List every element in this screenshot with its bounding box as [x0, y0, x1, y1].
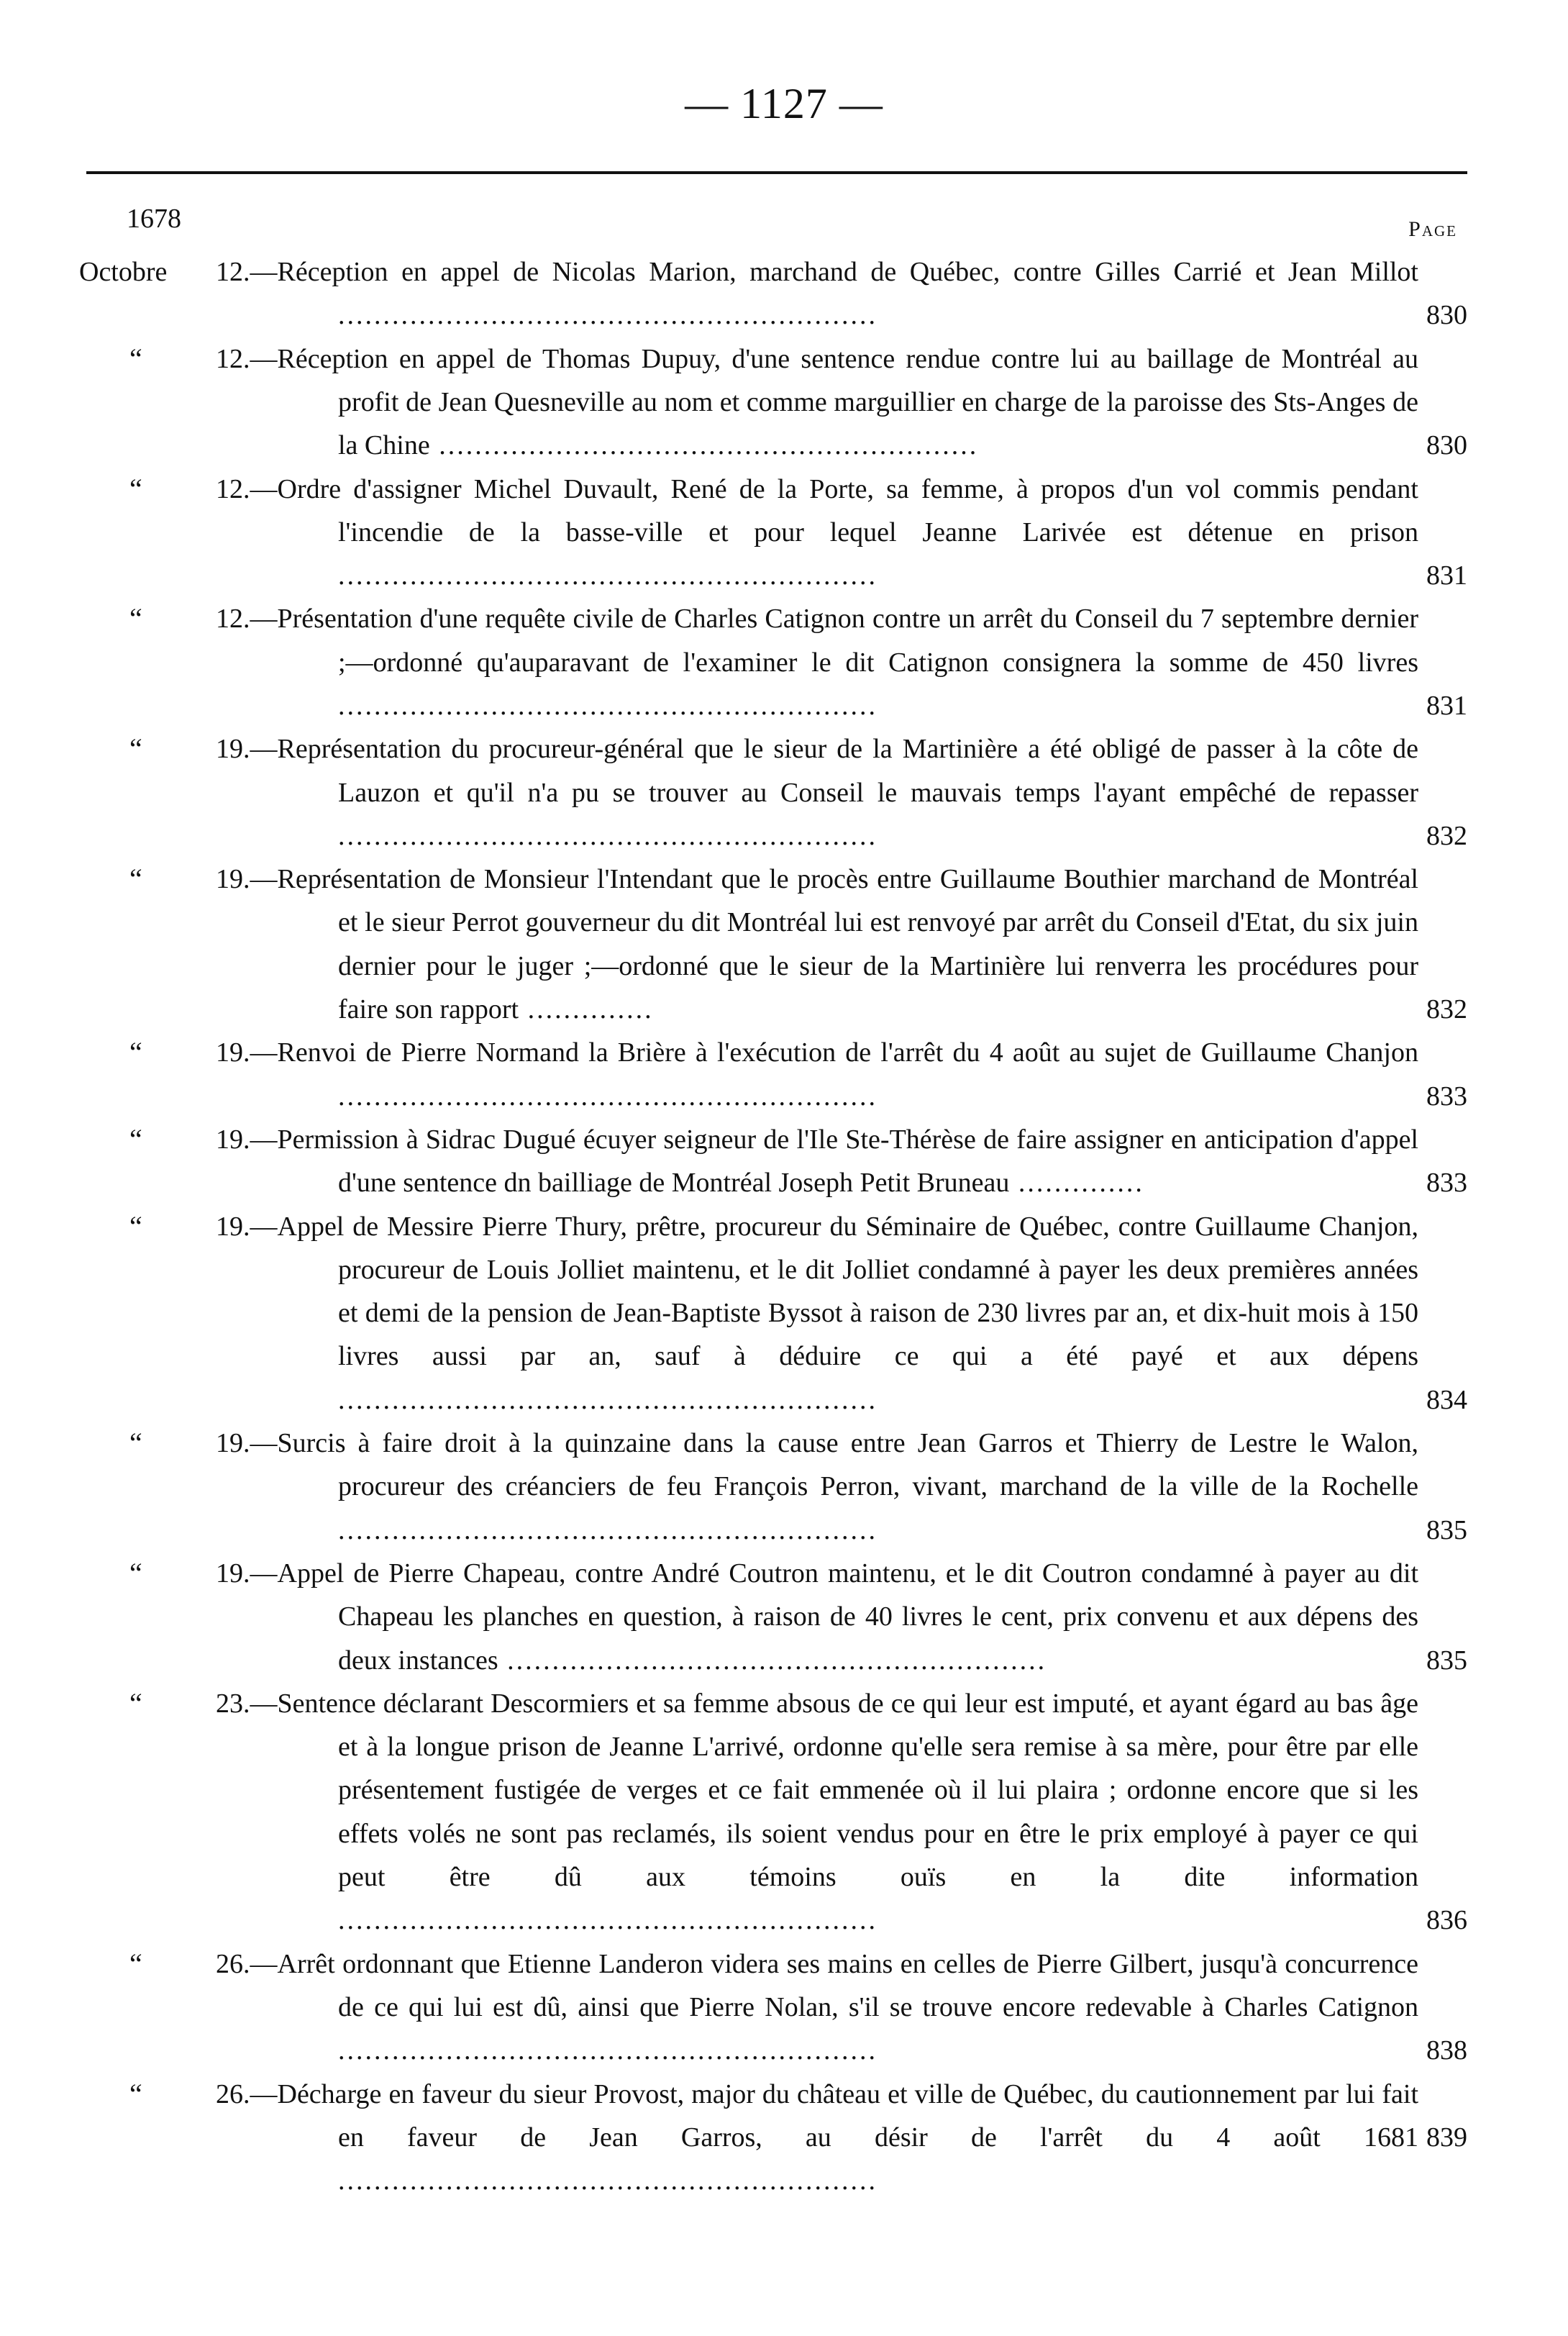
entry-last-line: Millot: [1349, 257, 1418, 287]
index-entry: [0, 727, 1568, 858]
entry-text: [216, 1552, 1418, 1682]
dot-leader: ............................................................: [338, 560, 878, 591]
entry-text: [216, 468, 1418, 598]
dot-leader: ..............: [1009, 1168, 1144, 1199]
entry-page-number: 831: [1426, 690, 1467, 721]
entry-day: 19.: [216, 1124, 250, 1155]
dot-leader: ............................................................: [338, 1384, 878, 1415]
entry-page-number: 836: [1426, 1905, 1467, 1936]
ditto-mark: “: [129, 1947, 142, 1980]
ditto-mark: “: [129, 732, 142, 765]
dot-leader: ............................................................: [338, 1081, 878, 1112]
entry-page-number: 839: [1426, 2122, 1467, 2153]
entry-text: [216, 858, 1418, 1031]
entry-text: [216, 1031, 1418, 1118]
dot-leader: ............................................................: [429, 430, 979, 461]
dot-leader: ..............: [519, 994, 654, 1025]
entry-body: —Arrêt ordonnant que Etienne Landeron videra ses mains en celles de Pierre Gilbert, jusqu'à concurrence de ce qui lui est dû, ainsi que Pierre Nolan, s'il se trouve encore: [250, 1948, 1418, 2022]
entry-body: —Réception en appel de Thomas Dupuy, d'une sentence rendue contre lui au baillage de Montréal au profit de Jean Quesneville au nom et comme marguillier en charge de: [250, 343, 1418, 417]
index-entry: [0, 250, 1568, 337]
entry-day: 19.: [216, 864, 250, 895]
entry-body: —Présentation d'une requête civile de Charles Catignon contre un arrêt du Conseil du 7 septembre dernier ;—ordonné qu'auparavant de l'examiner le dit Catignon consignera: [250, 604, 1418, 678]
entry-last-line: Martinière lui renverra les procédures pour faire son rapport: [338, 950, 1418, 1025]
dot-leader: ............................................................: [338, 300, 878, 331]
ditto-mark: “: [129, 602, 142, 635]
entry-day: 19.: [216, 734, 250, 765]
page-column-label: Page: [1408, 217, 1457, 241]
entry-day: 23.: [216, 1688, 250, 1719]
entry-body: —Sentence déclarant Descormiers et sa femme absous de ce qui leur est imputé, et ayant égard au bas âge et à la longue prison de Jeanne L'arrivé, ordonne qu'elle sera remise à sa mère, pour être par elle présentement fustigée de verges et ce fait emmenée où il lui plaira ; ordonne encore que si les effets volés ne sont pas reclamés, ils soient vendus pour en être le prix employé à payer ce qui peut être dû aux témoins: [250, 1688, 1418, 1893]
entry-last-line: Chanjon: [1326, 1037, 1418, 1068]
entry-text: [216, 1942, 1418, 2073]
entry-day: 12.: [216, 257, 250, 287]
entry-body: —Surcis à faire droit à la quinzaine dans la cause entre Jean Garros et Thierry de Lestre le Walon, procureur des créanciers de feu François Perron, vivant, marchand de la: [250, 1428, 1418, 1502]
entry-page-number: 830: [1426, 430, 1467, 461]
entry-body: —Appel de Pierre Chapeau, contre André Coutron maintenu, et le dit Coutron condamné à payer au dit Chapeau les planches en question, à raison de 40 livres le cent, prix: [250, 1558, 1418, 1632]
entry-body: —Représentation du procureur-général que le sieur de la Martinière a été obligé de passer à la côte de Lauzon et qu'il n'a pu se trouver au Conseil le mauvais temps l'ayant: [250, 734, 1418, 808]
index-entry: [0, 468, 1568, 598]
index-entry: [0, 858, 1568, 1031]
entry-day: 19.: [216, 1558, 250, 1589]
entry-body: —Permission à Sidrac Dugué écuyer seigneur de l'Ile Ste-Thérèse de faire assigner en: [250, 1124, 1205, 1155]
index-entry: [0, 2073, 1568, 2196]
entry-page-number: 832: [1426, 994, 1467, 1025]
entry-page-number: 833: [1426, 1168, 1467, 1199]
ditto-mark: “: [129, 1209, 142, 1242]
entry-text: [216, 597, 1418, 727]
dot-leader: ............................................................: [338, 1514, 878, 1545]
entry-body: —Représentation de Monsieur l'Intendant que le procès entre Guillaume Bouthier marchand de Montréal et le sieur Perrot gouverneur du dit Montréal lui est renvoyé par arrêt du Conseil d'Etat, du six juin dernier pour le juger ;—ordonné que le sieur de la: [250, 864, 1418, 981]
entry-text: [216, 1682, 1418, 1942]
dot-leader: ............................................................: [338, 2165, 878, 2196]
index-entry: [0, 1031, 1568, 1118]
month-label: Octobre: [79, 257, 168, 287]
entry-day: 26.: [216, 2078, 250, 2109]
entry-last-line: ville de la Rochelle: [1190, 1471, 1419, 1502]
dot-leader: ............................................................: [498, 1645, 1047, 1676]
header-rule: [86, 171, 1467, 174]
entry-page-number: 830: [1426, 300, 1467, 331]
entry-body: —Ordre d'assigner Michel Duvault, René de la Porte, sa femme, à propos d'un vol commis pendant l'incendie de la basse-ville et pour lequel Jeanne Larivée est détenue en: [250, 473, 1418, 547]
entry-body: —Réception en appel de Nicolas Marion, marchand de Québec, contre Gilles Carrié et Jean: [250, 257, 1350, 287]
entry-body: —Appel de Messire Pierre Thury, prêtre, procureur du Séminaire de Québec, contre Guillaume Chanjon, procureur de Louis Jolliet maintenu, et le dit Jolliet condamné à payer les deux premières années et demi de la pension de Jean-Baptiste Byssot à raison de 230 livres par an, et dix-huit mois à 150 livres aussi par an, sauf à déduire: [250, 1211, 1418, 1372]
entry-last-line: prison: [1350, 517, 1418, 547]
ditto-mark: “: [129, 863, 142, 896]
index-entry: [0, 1205, 1568, 1422]
entry-last-line: anticipation d'appel d'une sentence dn bailliage de Montréal Joseph Petit Bruneau: [338, 1124, 1418, 1199]
entry-text: [216, 1205, 1418, 1422]
entry-day: 12.: [216, 473, 250, 504]
index-entry: [0, 1118, 1568, 1205]
entry-day: 12.: [216, 604, 250, 635]
entry-day: 12.: [216, 343, 250, 374]
entry-page-number: 831: [1426, 560, 1467, 591]
dot-leader: ............................................................: [338, 2035, 878, 2066]
entry-day: 19.: [216, 1037, 250, 1068]
ditto-mark: “: [129, 472, 142, 505]
ditto-mark: “: [129, 1557, 142, 1589]
entry-last-line: ce qui a été payé et aux dépens: [894, 1341, 1418, 1372]
entry-day: 19.: [216, 1211, 250, 1242]
entry-page-number: 838: [1426, 2035, 1467, 2066]
entry-last-line: ouïs en la dite information: [900, 1862, 1418, 1893]
entry-text: [216, 2073, 1418, 2203]
entry-day: 19.: [216, 1428, 250, 1459]
dot-leader: ............................................................: [338, 820, 878, 851]
ditto-mark: “: [129, 2077, 142, 2110]
ditto-mark: “: [129, 342, 142, 375]
entry-text: [216, 727, 1418, 858]
entry-text: [216, 1422, 1418, 1552]
entry-day: 26.: [216, 1948, 250, 1979]
entry-page-number: 835: [1426, 1645, 1467, 1676]
entry-last-line: convenu et aux dépens des deux instances: [338, 1601, 1419, 1676]
page-number: — 1127 —: [685, 80, 883, 127]
entry-body: —Décharge en faveur du sieur Provost, major du château et ville de Québec, du cautionnement par lui fait en faveur de Jean Garros, au désir de l'arrêt du 4 août 1681: [250, 2078, 1418, 2153]
ditto-mark: “: [129, 1036, 142, 1069]
index-entry: [0, 1682, 1568, 1942]
ditto-mark: “: [129, 1427, 142, 1460]
entry-page-number: 834: [1426, 1384, 1467, 1415]
entry-last-line: la somme de 450 livres: [1135, 647, 1418, 678]
index-entry: [0, 1942, 1568, 2073]
dot-leader: ............................................................: [338, 1905, 878, 1936]
index-entry: [0, 597, 1568, 727]
index-entry: [0, 1552, 1568, 1682]
index-entry: [0, 337, 1568, 468]
entry-last-line: empêché de repasser: [1179, 777, 1419, 808]
entry-text: [216, 250, 1418, 337]
entry-page-number: 832: [1426, 820, 1467, 851]
entry-page-number: 835: [1426, 1514, 1467, 1545]
entry-last-line: redevable à Charles Catignon: [1085, 1991, 1419, 2022]
entry-body: —Renvoi de Pierre Normand la Brière à l'exécution de l'arrêt du 4 août au sujet de Guillaume: [250, 1037, 1326, 1068]
dot-leader: ............................................................: [338, 690, 878, 721]
index-entry: [0, 1422, 1568, 1552]
year-label: 1678: [127, 204, 181, 234]
entry-page-number: 833: [1426, 1081, 1467, 1112]
ditto-mark: “: [129, 1123, 142, 1155]
entry-text: [216, 1118, 1418, 1205]
entry-last-line: la paroisse des Sts-Anges de la Chine: [338, 386, 1418, 461]
entry-text: [216, 337, 1418, 468]
ditto-mark: “: [129, 1686, 142, 1719]
